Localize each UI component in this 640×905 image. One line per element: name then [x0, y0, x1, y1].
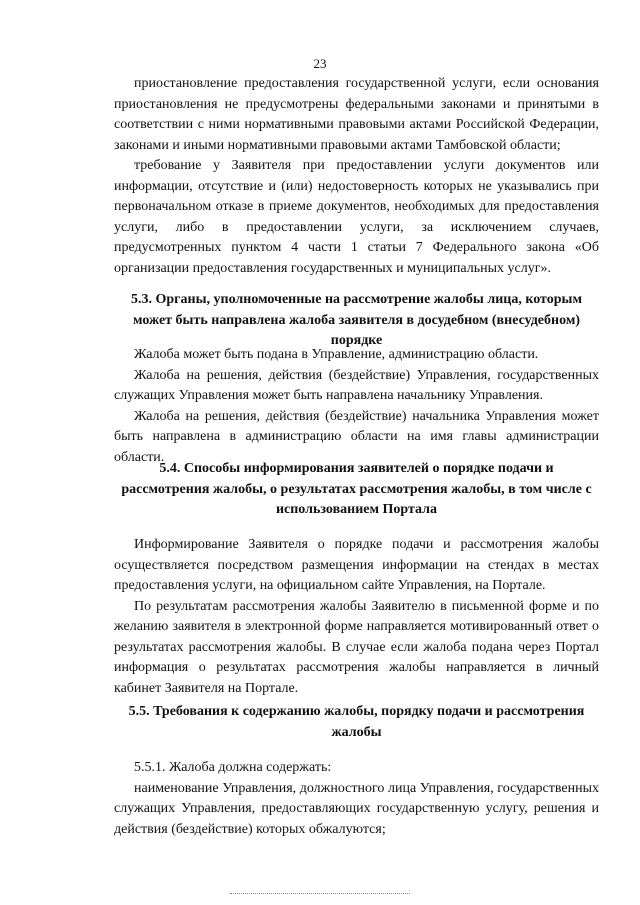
section-heading: 5.4. Способы информирования заявителей о порядке подачи и рассмотрения жалобы, о результатах рассмотрения жалобы, в том числе с использованием Портала — [121, 461, 592, 517]
section-heading: 5.3. Органы, уполномоченные на рассмотрение жалобы лица, которым может быть направлена жалоба заявителя в досудебном (внесудебном) порядке — [131, 292, 582, 348]
paragraph: Жалоба на решения, действия (бездействие) начальника Управления может быть направлена в администрацию области на имя главы администрации области. — [114, 408, 599, 465]
paragraph: По результатам рассмотрения жалобы Заявителю в письменной форме и по желанию заявителя в электронной форме направляется мотивированный ответ о результатах рассмотрения жалобы. В случае если жалоба подана через Портал информация о результатах рассмотрения жалобы направляется в личный кабинет Заявителя на Портале. — [114, 598, 599, 696]
paragraph: Жалоба на решения, действия (бездействие) Управления, государственных служащих Управления может быть направлена начальнику Управления. — [114, 367, 599, 403]
intro-block — [114, 74, 599, 279]
section-5-3-body — [114, 345, 599, 468]
section-5-4-heading-block — [114, 459, 599, 521]
section-5-3-heading-block — [114, 290, 599, 352]
page-number: 23 — [313, 56, 327, 71]
section-5-5-body — [114, 758, 599, 840]
scan-artifact-divider — [230, 893, 410, 896]
section-5-4-body — [114, 535, 599, 699]
paragraph: требование у Заявителя при предоставлении услуги документов или информации, отсутствие и (или) недостоверность которых не указывались при первоначальном отказе в приеме документов, необходимых для предоставления услуги, либо в предоставлении услуги, за исключением случаев, предусмотренных пунктом 4 части 1 статьи 7 Федерального закона «Об организации предоставления государственных и муниципальных услуг». — [114, 158, 599, 276]
section-5-5-heading-block — [114, 702, 599, 743]
paragraph: Жалоба может быть подана в Управление, администрацию области. — [134, 347, 539, 362]
paragraph: приостановление предоставления государственной услуги, если основания приостановления не предусмотрены федеральными законами и принятыми в соответствии с ними нормативными правовыми актами Российской Федерации, законами и иными нормативными правовыми актами Тамбовской области; — [114, 76, 599, 153]
paragraph: наименование Управления, должностного лица Управления, государственных служащих Управления, предоставляющих государственную услугу, решения и действия (бездействие) которых обжалуются; — [114, 780, 599, 837]
section-heading: 5.5. Требования к содержанию жалобы, порядку подачи и рассмотрения жалобы — [128, 704, 585, 740]
paragraph: Информирование Заявителя о порядке подачи и рассмотрения жалобы осуществляется посредством размещения информации на стендах в местах предоставления услуги, на официальном сайте Управления, на Портале. — [114, 537, 599, 593]
paragraph: 5.5.1. Жалоба должна содержать: — [134, 760, 332, 775]
